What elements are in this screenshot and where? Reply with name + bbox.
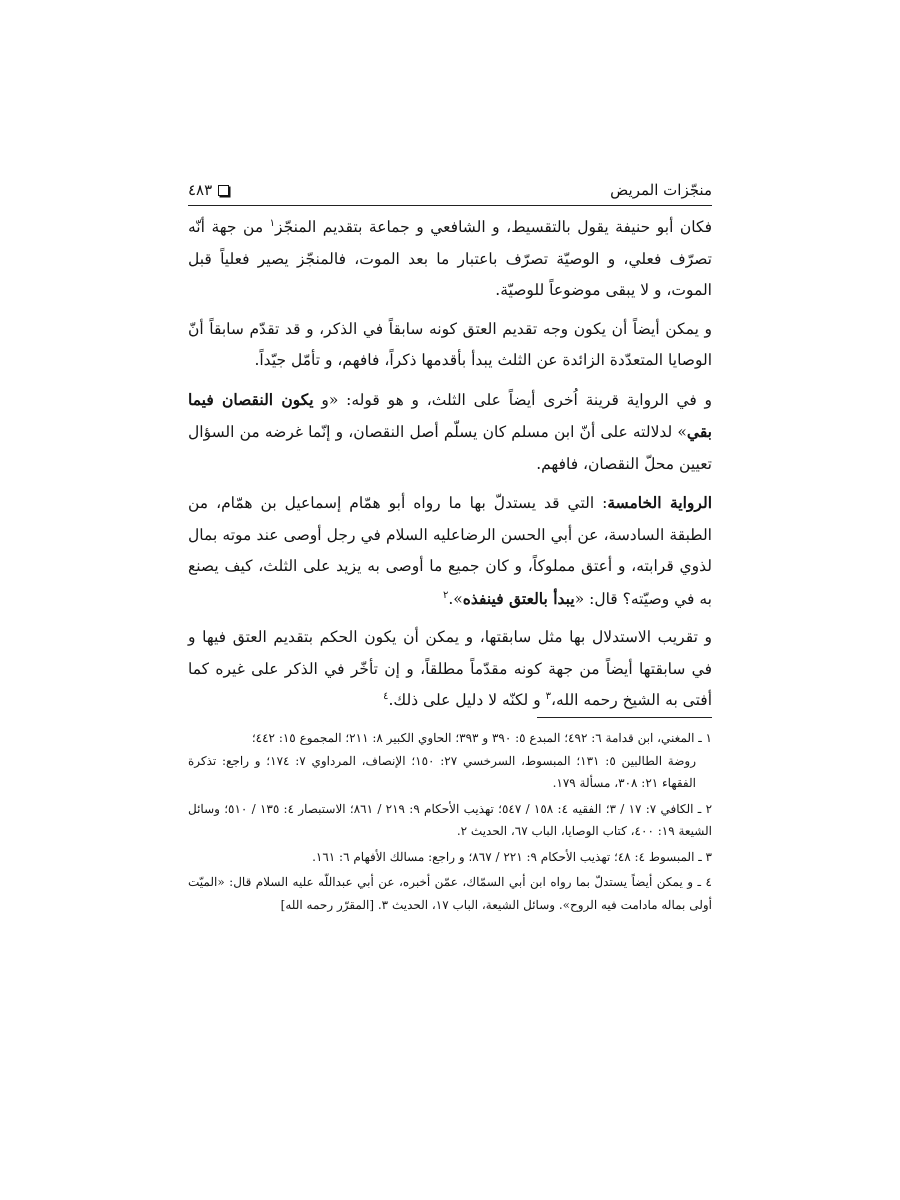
footnote-2: ٢ ـ الكافي ٧: ١٧ / ٣؛ الفقيه ٤: ١٥٨ / ٥٤٧؛ تهذيب الأحكام ٩: ٢١٩ / ٨٦١؛ الاستبصار ٤: ١٣٥ / ٥١٠؛ وسائل الشيعة ١٩: ٤٠٠، كتاب الوصايا، الباب ٦٧، الحديث ٢. (188, 801, 713, 838)
paragraph-2: و يمكن أيضاً أن يكون وجه تقديم العتق كونه سابقاً في الذكر، و قد تقدّم سابقاً أنّ الوصايا المتعدّدة الزائدة عن الثلث يبدأ بأقدمها ذكراً، فافهم، و تأمّل جيّداً. (188, 319, 712, 369)
page-header (188, 170, 712, 206)
page-number: ٤٨٣ (188, 181, 213, 199)
paragraph-4-quote: يبدأ بالعتق فينفذه (462, 588, 575, 608)
paragraph-4 (188, 487, 712, 615)
paragraph-5-text: و تقريب الاستدلال بها مثل سابقتها، و يمكن أن يكون الحكم بتقديم العتق فيها و في سابقتها أيضاً من جهة كونه مقدّماً مطلقاً، و إن تأخّر في الذكر على غيره كما أفتى به الشيخ رحمه الله، (188, 628, 712, 709)
footnote-1-text: ١ ـ المغني، ابن قدامة ٦: ٤٩٢؛ المبدع ٥: ٣٩٠ و ٣٩٣؛ الحاوي الكبير ٨: ٢١١؛ المجموع ١٥: ٤٤٢؛ (251, 731, 712, 745)
footnote-4: ٤ ـ و يمكن أيضاً يستدلّ بما رواه ابن أبي السمّاك، عمّن أخبره، عن أبي عبداللّه عليه السلام قال: «الميّت أولى بماله مادامت فيه الروح». وسائل الشيعة، الباب ١٧، الحديث ٣. [المقرّر رحمه الله] (188, 875, 712, 912)
paragraph-5-end: و لكنّه لا دليل على ذلك. (388, 691, 546, 709)
footnote-ref-4: ٤ (383, 690, 389, 702)
paragraph-4-text: : التي قد يستدلّ بها ما رواه أبو همّام إسماعيل بن همّام، من الطبقة السادسة، عن أبي الحسن الرضاعليه السلام في رجل أوصى عند موته بمال لذوي قرابته، و أعتق مملوكاً، و كان جميع ما أوصى به يزيد على الثلث، كيف يصنع به في وصيّته؟ قال: « (188, 494, 712, 608)
footnote-ref-3: ٣ (545, 690, 551, 702)
paragraph-3 (188, 384, 712, 481)
section-heading-fifth-narration: الرواية الخامسة (607, 493, 713, 512)
paragraph-4-end: ». (448, 589, 463, 608)
main-text (188, 212, 712, 724)
footnote-ref-2: ٢ (442, 589, 449, 601)
footnote-1-continuation: روضة الطالبين ٥: ١٣١؛ المبسوط، السرخسي ٢٧: ١٥٠؛ الإنصاف، المرداوي ٧: ١٧٤؛ و راجع: تذكرة الفقهاء ٢١: ٣٠٨، مسألة ١٧٩. (188, 753, 697, 790)
paragraph-3-end: » لدلالته على أنّ ابن مسلم كان يسلّم أصل النقصان، و إنّما غرضه من السؤال تعيين محلّ النقصان، فافهم. (188, 423, 712, 473)
paragraph-1 (188, 212, 712, 307)
paragraph-3-bold: يكون النقصان فيما بقي (188, 389, 712, 441)
footnotes (188, 727, 712, 919)
paragraph-3-start: و في الرواية قرينة اُخرى أيضاً على الثلث، و هو قوله: «و (313, 390, 712, 409)
footnote-1 (188, 727, 712, 795)
square-icon (218, 185, 229, 196)
paragraph-1-end: من جهة أنّه تصرّف فعلي، و الوصيّة تصرّف باعتبار ما بعد الموت، فالمنجّز يصير فعلياً قبل الموت، و لا يبقى موضوعاً للوصيّة. (188, 218, 712, 299)
footnote-3: ٣ ـ المبسوط ٤: ٤٨؛ تهذيب الأحكام ٩: ٢٢١ / ٨٦٧؛ و راجع: مسالك الأفهام ٦: ١٦١. (312, 849, 712, 864)
paragraph-1-text: فكان أبو حنيفة يقول بالتقسيط، و الشافعي و جماعة بتقديم المنجّز (275, 218, 712, 236)
page-number-block (188, 181, 229, 199)
footnote-ref-1: ١ (269, 217, 276, 229)
running-title: منجّزات المريض (610, 181, 712, 199)
footnote-divider (537, 717, 712, 718)
paragraph-5 (188, 622, 712, 717)
